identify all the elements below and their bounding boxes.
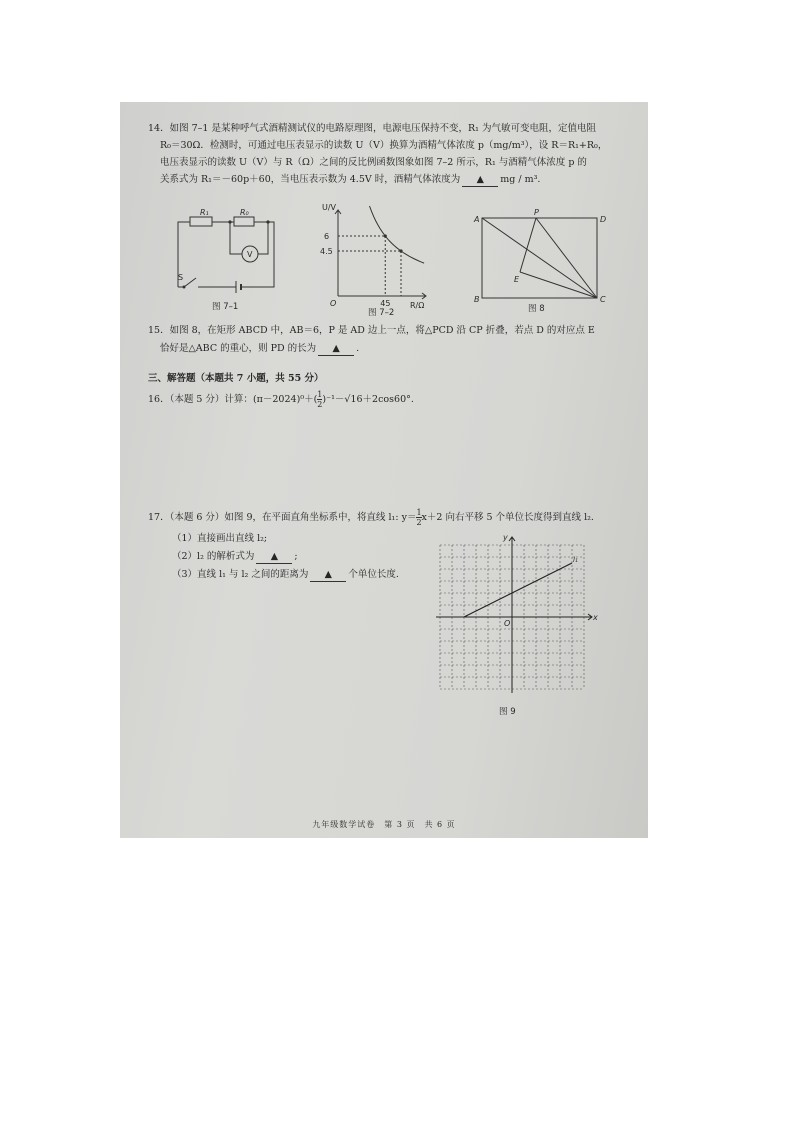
line-l1 bbox=[464, 563, 572, 617]
q14-line2: R₀＝30Ω．检测时，可通过电压表显示的读数 U（V）换算为酒精气体浓度 p（mg/m³），设 R＝R₁+R₀， bbox=[160, 140, 608, 151]
q14-line3: 电压表显示的读数 U（V）与 R（Ω）之间的反比例函数图象如图 7–2 所示，R₁ 与酒精气体浓度 p 的 bbox=[160, 157, 587, 168]
fig9-caption: 图 9 bbox=[499, 707, 516, 717]
q17-sub2-end: ; bbox=[294, 551, 298, 562]
fig71-circuit bbox=[170, 208, 290, 302]
voltmeter-label: V bbox=[247, 250, 253, 259]
fig8-rectangle bbox=[472, 208, 612, 304]
fig72-origin: O bbox=[330, 299, 337, 308]
fig72-xlabel: R/Ω bbox=[410, 301, 425, 310]
point-d: D bbox=[600, 215, 607, 224]
point-b: B bbox=[474, 295, 480, 304]
q17-sub3-end: 个单位长度. bbox=[348, 569, 399, 580]
r1-label: R₁ bbox=[200, 208, 209, 217]
fig72-xtick-45: 45 bbox=[380, 299, 391, 308]
point-a: A bbox=[474, 215, 480, 224]
fig72-caption: 图 7–2 bbox=[368, 308, 395, 318]
q17-frac-num: 1 bbox=[416, 508, 422, 517]
q15-end: . bbox=[356, 343, 360, 354]
q17-sub3 bbox=[172, 568, 399, 582]
q14-text: 关系式为 R₁＝－60p＋60，当电压表示数为 4.5V 时，酒精气体浓度为 bbox=[160, 174, 461, 185]
q17-sub3-blank[interactable]: ▲ bbox=[310, 568, 346, 582]
switch-icon bbox=[184, 278, 196, 287]
q16-expr-a: (π－2024)⁰＋( bbox=[252, 394, 318, 405]
point-e: E bbox=[514, 275, 520, 284]
section3-heading: 三、解答题（本题共 7 小题，共 55 分） bbox=[148, 373, 324, 384]
switch-label: S bbox=[178, 273, 184, 282]
fig8-caption: 图 8 bbox=[528, 304, 545, 314]
point-p: P bbox=[534, 208, 539, 217]
q16 bbox=[148, 390, 414, 409]
fig72-ytick-4.5: 4.5 bbox=[320, 247, 333, 256]
q16-frac-num: 1 bbox=[317, 390, 323, 399]
q14-line4 bbox=[160, 173, 540, 187]
q17-sub2 bbox=[172, 550, 298, 564]
r1-resistor bbox=[190, 217, 212, 226]
x-axis-label: x bbox=[593, 613, 598, 622]
q17-frac-den: 2 bbox=[416, 518, 422, 527]
q16-expr-b: )⁻¹－√16＋2cos60°. bbox=[322, 394, 414, 405]
q17-sub1: （1）直接画出直线 l₂; bbox=[172, 533, 268, 544]
page-footer: 九年级数学试卷 第 3 页 共 6 页 bbox=[312, 820, 456, 829]
q15-line2 bbox=[160, 342, 359, 356]
r0-label: R₀ bbox=[240, 208, 249, 217]
q17-stem bbox=[148, 508, 594, 527]
fig72-ylabel: U/V bbox=[322, 203, 337, 212]
q14-line1: 14．如图 7–1 是某种呼气式酒精测试仪的电路原理图，电源电压保持不变，R₁ 为气敏可变电阻，定值电阻 bbox=[148, 123, 596, 134]
q17-sub3-text: （3）直线 l₁ 与 l₂ 之间的距离为 bbox=[172, 569, 309, 580]
q16-prefix: 16．（本题 5 分）计算： bbox=[148, 394, 253, 405]
inverse-curve bbox=[370, 206, 425, 263]
q14-unit: mg / m³. bbox=[500, 174, 541, 185]
q16-frac-den: 2 bbox=[317, 400, 323, 409]
fig72-graph bbox=[318, 202, 438, 312]
origin-label: O bbox=[504, 619, 511, 628]
q15-answer-blank[interactable]: ▲ bbox=[318, 342, 354, 356]
q17-sub2-text: （2）l₂ 的解析式为 bbox=[172, 551, 255, 562]
q14-answer-blank[interactable]: ▲ bbox=[462, 173, 498, 187]
fig71-caption: 图 7–1 bbox=[212, 302, 239, 312]
q17-suffix: x＋2 向右平移 5 个单位长度得到直线 l₂. bbox=[421, 512, 594, 523]
q15-text: 恰好是△ABC 的重心，则 PD 的长为 bbox=[160, 343, 317, 354]
fig72-ytick-6: 6 bbox=[324, 232, 330, 241]
exam-page-photo bbox=[120, 102, 648, 838]
l1-label: l₁ bbox=[573, 556, 578, 564]
q15-line1: 15．如图 8，在矩形 ABCD 中，AB＝6，P 是 AD 边上一点，将△PCD 沿 CP 折叠，若点 D 的对应点 E bbox=[148, 325, 595, 336]
y-axis-label: y bbox=[503, 533, 508, 542]
point-c: C bbox=[600, 295, 606, 304]
r0-resistor bbox=[234, 217, 254, 226]
q17-sub2-blank[interactable]: ▲ bbox=[256, 550, 292, 564]
fig9-coordinate-grid bbox=[430, 533, 600, 702]
q17-prefix: 17．（本题 6 分）如图 9，在平面直角坐标系中，将直线 l₁: y＝ bbox=[148, 512, 417, 523]
